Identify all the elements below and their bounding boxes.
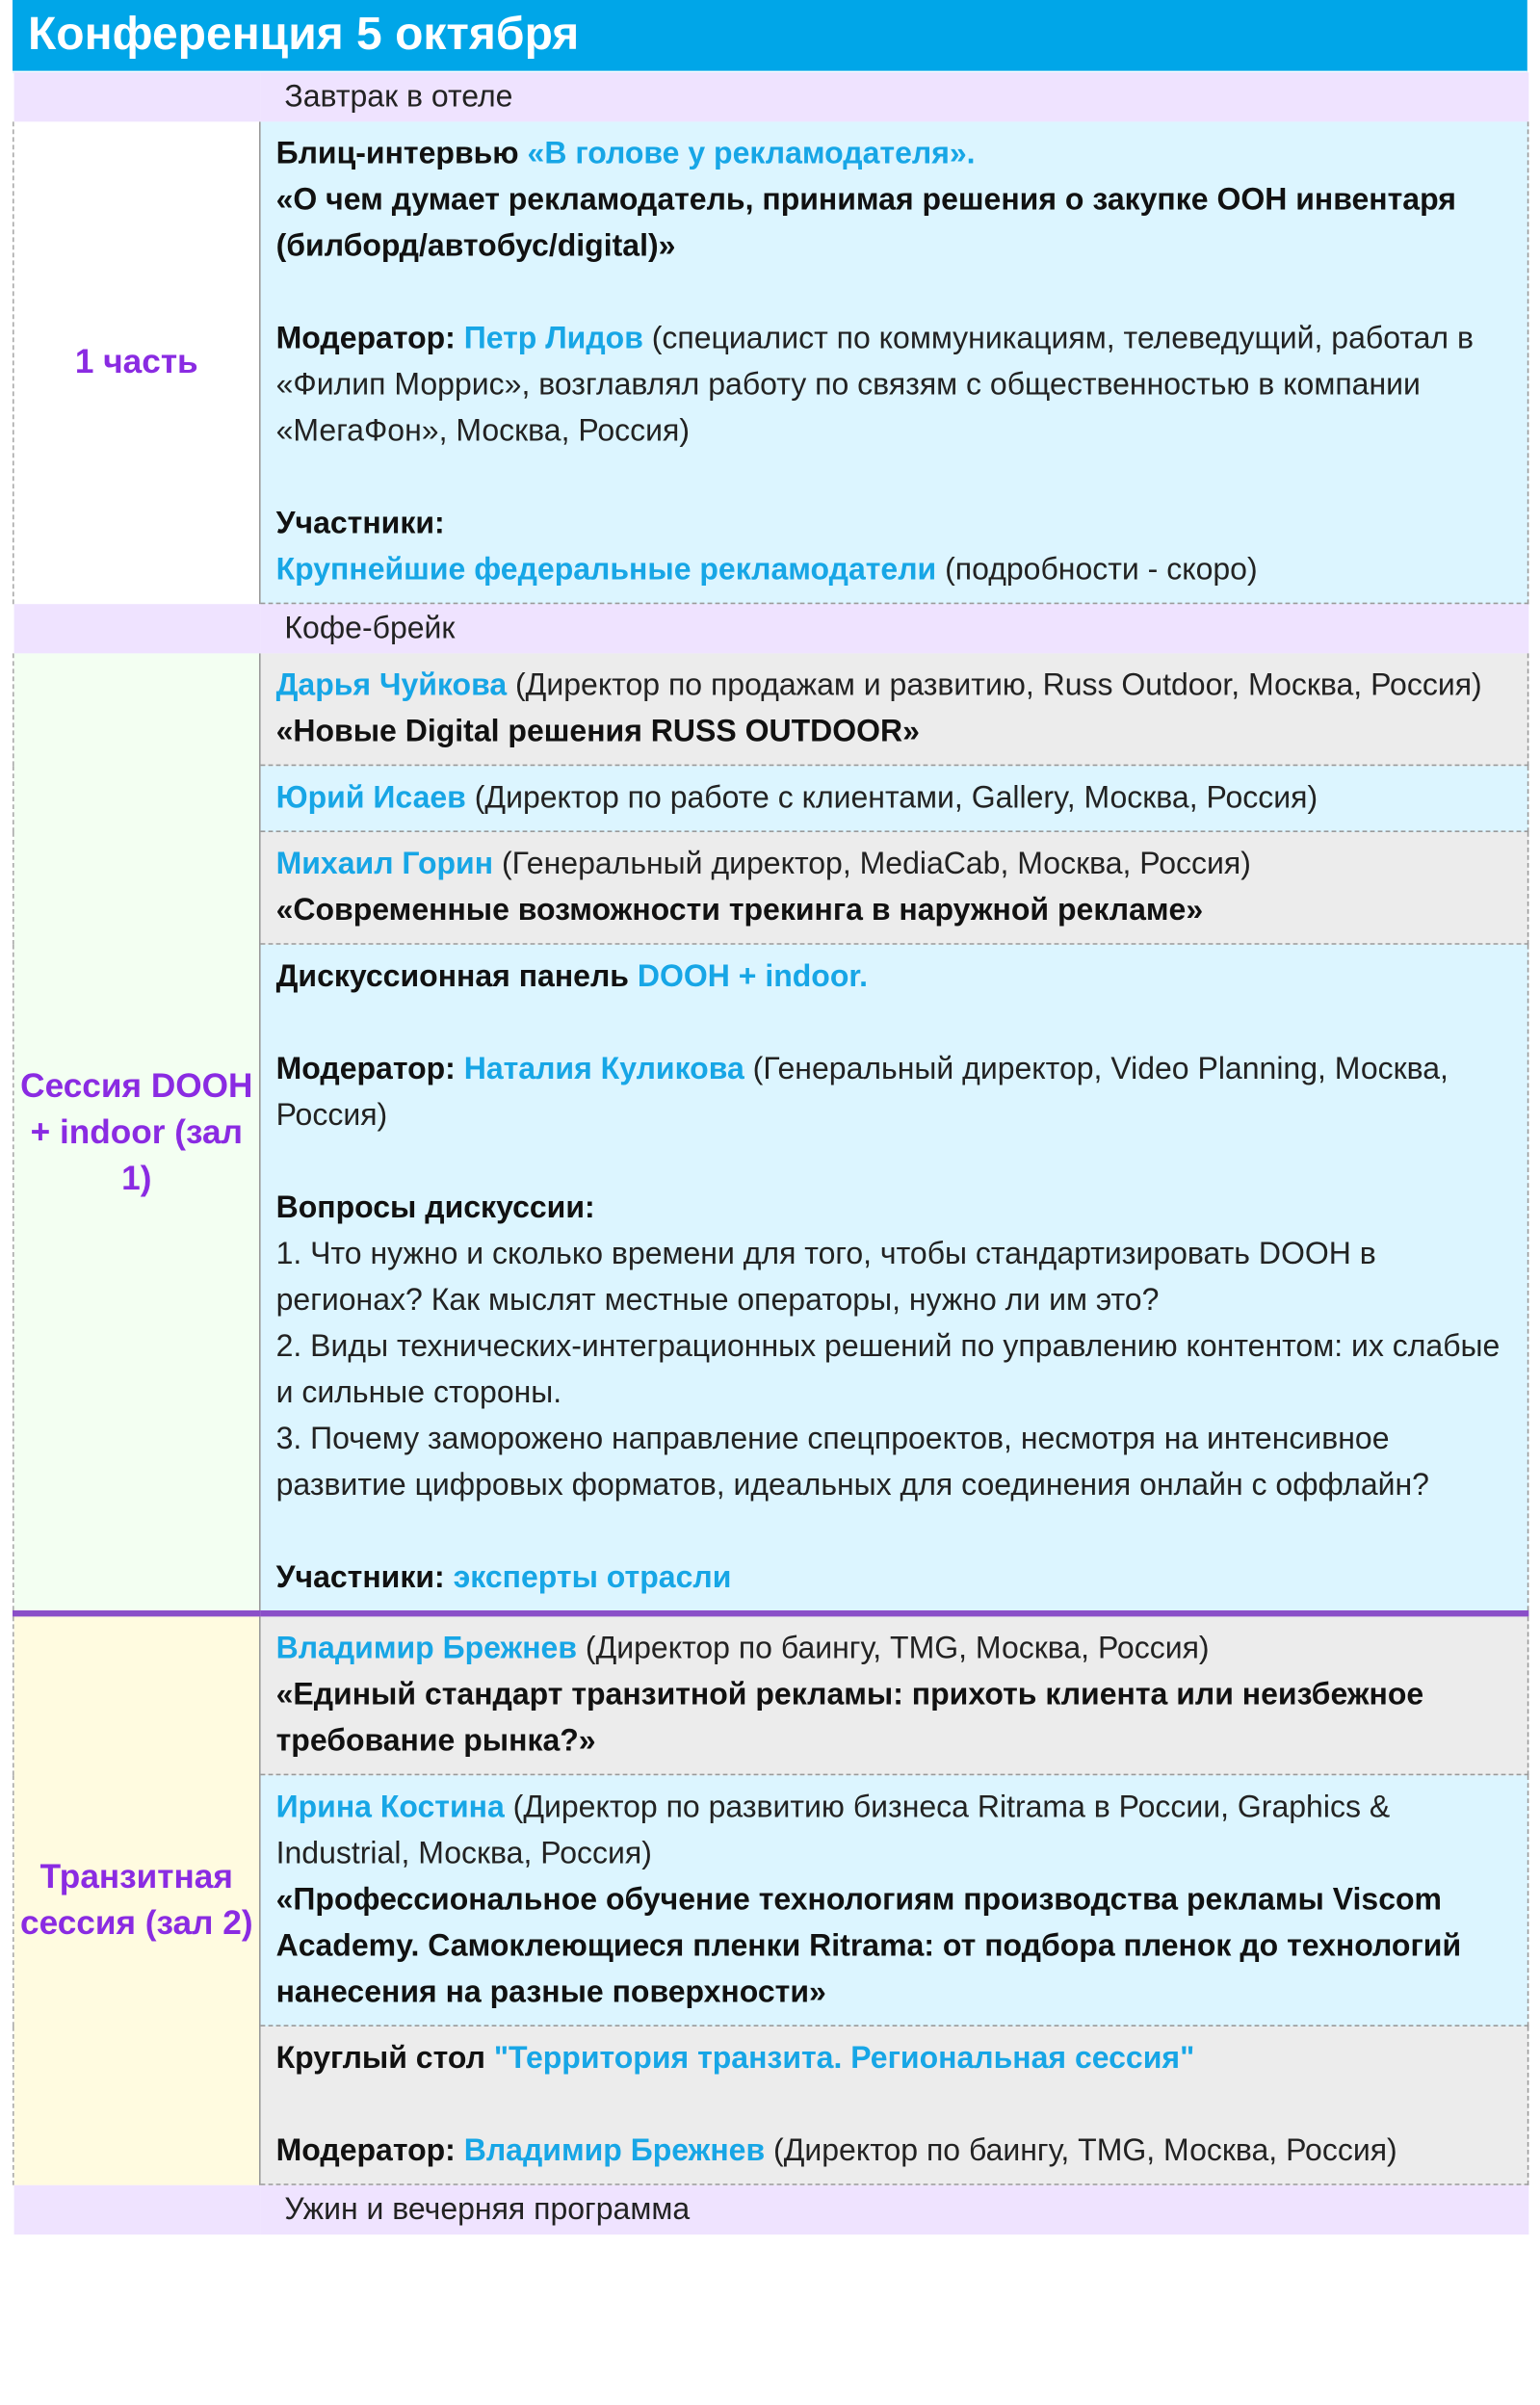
break-dinner-text: Ужин и вечерняя программа: [260, 2184, 1528, 2235]
panel-question: 3. Почему заморожено направление спецпроектов, несмотря на интенсивное развитие цифровых форматов, идеальных для соединения онлайн с оффлайн?: [275, 1422, 1429, 1503]
speaker-name[interactable]: Дарья Чуйкова: [275, 668, 508, 703]
break-row-dinner: [13, 2184, 1528, 2235]
part1-question: «О чем думает рекламодатель, принимая решения о закупке ООН инвентаря (билборд/автобус/digital)»: [275, 183, 1456, 264]
part1-participants-label: Участники:: [275, 507, 445, 541]
transit-talk: [260, 1613, 1528, 1774]
speaker-desc: (Директор по баингу, TMG, Москва, Россия): [577, 1632, 1210, 1666]
dooh-talk: [260, 831, 1528, 944]
panel-prefix: Дискуссионная панель: [275, 959, 638, 994]
speaker-name[interactable]: Юрий Исаев: [275, 781, 466, 816]
roundtable-moderator-name[interactable]: Владимир Брежнев: [463, 2134, 766, 2169]
panel-topic[interactable]: DOOH + indoor.: [637, 959, 868, 994]
panel-moderator-label: Модератор:: [275, 1052, 464, 1086]
speaker-name[interactable]: Владимир Брежнев: [275, 1632, 578, 1666]
break-breakfast-text: Завтрак в отеле: [260, 72, 1528, 121]
part1-label: 1 часть: [13, 121, 260, 603]
part1-intro-title[interactable]: «В голове у рекламодателя».: [527, 137, 976, 171]
part1-participants-desc: (подробности - скоро): [936, 553, 1258, 588]
roundtable-topic[interactable]: "Территория транзита. Региональная сессия": [493, 2042, 1195, 2077]
speaker-desc: (Генеральный директор, MediaCab, Москва, Россия): [493, 848, 1251, 882]
break-row-coffee: [13, 603, 1528, 653]
dooh-talk: [260, 653, 1528, 765]
roundtable-moderator-desc: (Директор по баингу, TMG, Москва, Россия): [765, 2134, 1397, 2169]
part1-moderator-name[interactable]: Петр Лидов: [463, 322, 643, 356]
panel-participants-label: Участники:: [275, 1560, 454, 1595]
talk-title: «Профессиональное обучение технологиям производства рекламы Viscom Academy. Самоклеющиеся пленки Ritrama: от подбора пленок до технологий нанесения на разные поверхности»: [275, 1883, 1462, 2010]
talk-title: «Современные возможности трекинга в наружной рекламе»: [275, 894, 1204, 928]
speaker-desc: (Директор по продажам и развитию, Russ Outdoor, Москва, Россия): [507, 668, 1482, 703]
transit-talk: [260, 1774, 1528, 2026]
part1-moderator-desc: (специалист по коммуникациям, телеведущий, работал в «Филип Моррис», возглавлял работу по связям с общественностью в компании «МегаФон», Москва, Россия): [275, 322, 1474, 449]
panel-questions-label: Вопросы дискуссии:: [275, 1190, 595, 1225]
panel-question: 2. Виды технических-интеграционных решений по управлению контентом: их слабые и сильные стороны.: [275, 1329, 1501, 1410]
speaker-name[interactable]: Ирина Костина: [275, 1791, 505, 1825]
speaker-name[interactable]: Михаил Горин: [275, 848, 494, 882]
session-transit-label: Транзитная сессия (зал 2): [13, 1613, 260, 2184]
part1-content: [260, 121, 1528, 603]
part1-intro-prefix: Блиц-интервью: [275, 137, 528, 171]
speaker-desc: (Директор по развитию бизнеса Ritrama в России, Graphics & Industrial, Москва, Россия): [275, 1791, 1391, 1871]
panel-question: 1. Что нужно и сколько времени для того, чтобы стандартизировать DOOH в регионах? Как мыслят местные операторы, нужно ли им это?: [275, 1237, 1376, 1318]
part1-participants-name[interactable]: Крупнейшие федеральные рекламодатели: [275, 553, 937, 588]
roundtable-prefix: Круглый стол: [275, 2042, 494, 2077]
page-title: Конференция 5 октября: [13, 0, 1527, 72]
transit-talk-row: [13, 1613, 1528, 1774]
break-row-breakfast: [13, 72, 1528, 121]
break-coffee-text: Кофе-брейк: [260, 603, 1528, 653]
talk-title: «Новые Digital решения RUSS OUTDOOR»: [275, 715, 920, 749]
roundtable-moderator-label: Модератор:: [275, 2134, 464, 2169]
dooh-talk-row: [13, 653, 1528, 765]
panel-moderator-name[interactable]: Наталия Куликова: [463, 1052, 744, 1086]
schedule-table: [13, 72, 1528, 2235]
dooh-talk: [260, 765, 1528, 831]
panel-participants-name[interactable]: эксперты отрасли: [453, 1560, 732, 1595]
transit-roundtable: [260, 2026, 1528, 2184]
talk-title: «Единый стандарт транзитной рекламы: прихоть клиента или неизбежное требование рынка?»: [275, 1678, 1424, 1759]
part1-row: [13, 121, 1528, 603]
schedule: [13, 0, 1527, 2235]
panel-moderator-desc: (Генеральный директор, Video Planning, Москва, Россия): [275, 1052, 1449, 1133]
dooh-panel: [260, 944, 1528, 1613]
speaker-desc: (Директор по работе с клиентами, Gallery, Москва, Россия): [465, 781, 1318, 816]
session-dooh-label: Сессия DOOH + indoor (зал 1): [13, 653, 260, 1613]
part1-moderator-label: Модератор:: [275, 322, 464, 356]
